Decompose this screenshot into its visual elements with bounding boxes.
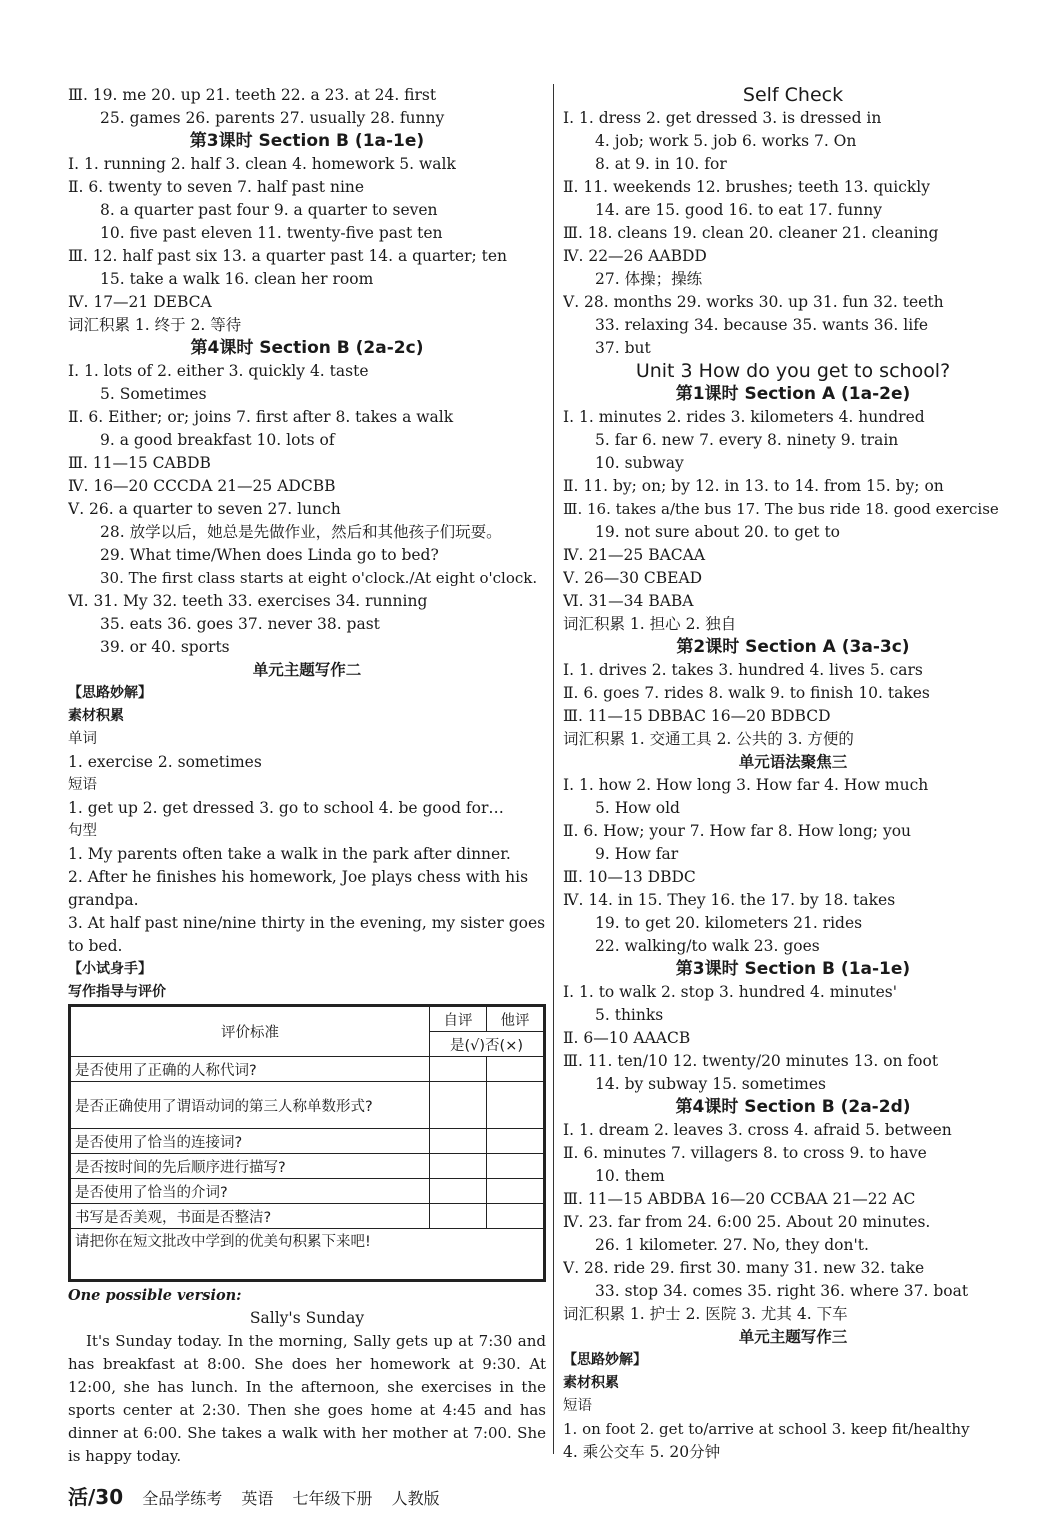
possible-version-label: One possible version: <box>68 1287 242 1304</box>
answer-line: Ⅱ. 6. Either; or; joins 7. first after 8. takes a walk <box>68 408 454 426</box>
answer-line: Ⅴ. 26. a quarter to seven 27. lunch <box>68 500 341 518</box>
answer-line: 28. 放学以后，她总是先做作业，然后和其他孩子们玩耍。 <box>100 523 502 541</box>
table-header-yesno: 是(√)否(×) <box>430 1032 544 1057</box>
answer-line: 1. on foot 2. get to/arrive at school 3. keep fit/healthy <box>563 1420 970 1438</box>
answer-line: Ⅱ. 6. goes 7. rides 8. walk 9. to finish 10. takes <box>563 684 930 702</box>
answer-line: Ⅰ. 1. minutes 2. rides 3. kilometers 4. hundred <box>563 408 925 426</box>
table-header-self: 自评 <box>430 1007 487 1032</box>
table-cell-empty[interactable] <box>430 1129 487 1154</box>
sentence-line: 3. At half past nine/nine thirty in the evening, my sister goes to bed. <box>68 914 546 955</box>
answer-line: 29. What time/When does Linda go to bed? <box>100 546 439 564</box>
answer-line: 4. job; work 5. job 6. works 7. On <box>595 132 857 150</box>
answer-line: Ⅳ. 14. in 15. They 16. the 17. by 18. takes <box>563 891 896 909</box>
answer-line: 37. but <box>595 339 651 357</box>
answer-line: Ⅳ. 16—20 CCCDA 21—25 ADCBB <box>68 477 336 495</box>
answer-line: 19. not sure about 20. to get to <box>595 523 841 541</box>
answer-line: Ⅰ. 1. to walk 2. stop 3. hundred 4. minutes' <box>563 983 898 1001</box>
answer-line: Ⅴ. 28. ride 29. first 30. many 31. new 32. take <box>563 1259 925 1277</box>
table-cell-empty[interactable] <box>430 1082 487 1129</box>
answer-line: Ⅰ. 1. dress 2. get dressed 3. is dressed in <box>563 109 882 127</box>
answer-line: Ⅵ. 31. My 32. teeth 33. exercises 34. running <box>68 592 428 610</box>
answer-line: 22. walking/to walk 23. goes <box>595 937 820 955</box>
answer-line: Ⅴ. 28. months 29. works 30. up 31. fun 32. teeth <box>563 293 944 311</box>
table-cell: 是否使用了恰当的介词? <box>71 1179 430 1204</box>
answer-line: Ⅰ. 1. lots of 2. either 3. quickly 4. taste <box>68 362 369 380</box>
tag-label: 素材积累 <box>563 1375 619 1391</box>
writing-heading: 单元主题写作二 <box>252 661 362 679</box>
page-footer <box>68 1481 454 1510</box>
tag-label: 【思路妙解】 <box>68 685 152 701</box>
answer-line: Ⅲ. 12. half past six 13. a quarter past 14. a quarter; ten <box>68 247 508 265</box>
answer-line: Ⅴ. 26—30 CBEAD <box>563 569 703 587</box>
answer-line: 33. stop 34. comes 35. right 36. where 37. boat <box>595 1282 969 1300</box>
tag-label: 【小试身手】 <box>68 961 152 977</box>
answer-line: Ⅲ. 11—15 ABDBA 16—20 CCBAA 21—22 AC <box>563 1190 916 1208</box>
answer-line: 10. subway <box>595 454 684 472</box>
answer-line: 10. five past eleven 11. twenty-five past ten <box>100 224 443 242</box>
table-header-criteria: 评价标准 <box>71 1007 430 1057</box>
answer-line: 8. a quarter past four 9. a quarter to seven <box>100 201 438 219</box>
evaluation-table <box>70 1006 544 1280</box>
answer-line: Ⅵ. 31—34 BABA <box>563 592 694 610</box>
table-cell: 书写是否美观，书面是否整洁? <box>71 1204 430 1229</box>
table-note-cell: 请把你在短文批改中学到的优美句积累下来吧! <box>71 1229 544 1280</box>
table-cell-empty[interactable] <box>487 1129 544 1154</box>
answer-line: Ⅳ. 23. far from 24. 6:00 25. About 20 minutes. <box>563 1213 931 1231</box>
section-heading: 第4课时 Section B (2a-2d) <box>675 1097 911 1117</box>
answer-line: 9. How far <box>595 845 679 863</box>
answer-line: 5. thinks <box>595 1006 664 1024</box>
answer-line: Ⅱ. 6—10 AAACB <box>563 1029 691 1047</box>
page-number: 活/30 <box>68 1485 124 1509</box>
tag-label: 【思路妙解】 <box>563 1352 647 1368</box>
answer-line: Ⅰ. 1. running 2. half 3. clean 4. homework 5. walk <box>68 155 456 173</box>
section-heading: 第3课时 Section B (1a-1e) <box>675 959 911 979</box>
answer-line: Ⅲ. 19. me 20. up 21. teeth 22. a 23. at 24. first <box>68 86 437 104</box>
answer-line: Ⅱ. 6. twenty to seven 7. half past nine <box>68 178 365 196</box>
answer-line: Ⅱ. 6. How; your 7. How far 8. How long; you <box>563 822 912 840</box>
answer-line: 14. by subway 15. sometimes <box>595 1075 826 1093</box>
answer-line: 8. at 9. in 10. for <box>595 155 727 173</box>
brand-name: 全品学练考 <box>142 1489 223 1508</box>
essay-title: Sally's Sunday <box>249 1309 365 1327</box>
answer-line: 15. take a walk 16. clean her room <box>100 270 374 288</box>
vocab-line: 词汇积累 1. 交通工具 2. 公共的 3. 方便的 <box>563 730 854 748</box>
essay-body: It's Sunday today. In the morning, Sally gets up at 7:30 and has breakfast at 8:00. She does her homework at 9:30. At 12:00, she has lunch. In the afternoon, she exercises in the sports center at 2:30. Then she goes home at 4:45 and has dinner at 6:00. She takes a walk with her mother at 7:00. She is happy today. <box>68 1332 546 1465</box>
answer-line: 35. eats 36. goes 37. never 38. past <box>100 615 380 633</box>
answer-line: Ⅲ. 11—15 CABDB <box>68 454 211 472</box>
sentence-line: 2. After he finishes his homework, Joe plays chess with his grandpa. <box>68 868 529 909</box>
answer-line: Ⅳ. 22—26 AABDD <box>563 247 707 265</box>
section-heading: 第4课时 Section B (2a-2c) <box>190 338 424 358</box>
right-column <box>563 84 1023 1464</box>
answer-line: Ⅲ. 11. ten/10 12. twenty/20 minutes 13. on foot <box>563 1052 939 1070</box>
category-label: 单词 <box>68 731 97 747</box>
answer-line: 4. 乘公交车 5. 20分钟 <box>563 1443 721 1461</box>
answer-line: Ⅲ. 18. cleans 19. clean 20. cleaner 21. cleaning <box>563 224 939 242</box>
answer-line: 9. a good breakfast 10. lots of <box>100 431 335 449</box>
vocab-line: 词汇积累 1. 担心 2. 独自 <box>563 615 737 633</box>
answer-line: Ⅳ. 17—21 DEBCA <box>68 293 212 311</box>
answer-line: Ⅳ. 21—25 BACAA <box>563 546 706 564</box>
answer-line: 1. get up 2. get dressed 3. go to school 4. be good for… <box>68 799 504 817</box>
answer-line: Ⅱ. 6. minutes 7. villagers 8. to cross 9. to have <box>563 1144 927 1162</box>
answer-line: 33. relaxing 34. because 35. wants 36. life <box>595 316 929 334</box>
section-heading: Self Check <box>742 84 844 106</box>
column-divider <box>553 84 554 1454</box>
subject-name: 英语 <box>241 1489 274 1508</box>
table-cell-empty[interactable] <box>487 1082 544 1129</box>
category-label: 短语 <box>68 777 97 793</box>
category-label: 句型 <box>68 823 97 839</box>
section-heading: 第1课时 Section A (1a-2e) <box>675 384 911 404</box>
answer-line: 14. are 15. good 16. to eat 17. funny <box>595 201 882 219</box>
table-cell-empty[interactable] <box>430 1179 487 1204</box>
answer-line: 39. or 40. sports <box>100 638 230 656</box>
answer-line: Ⅲ. 16. takes a/the bus 17. The bus ride 18. good exercise <box>563 500 999 518</box>
unit-heading: Unit 3 How do you get to school? <box>635 360 951 382</box>
category-label: 短语 <box>563 1398 592 1414</box>
table-cell-empty[interactable] <box>487 1057 544 1082</box>
answer-line: 27. 体操；操练 <box>595 270 703 288</box>
evaluation-table-frame <box>68 1004 546 1282</box>
answer-line: 10. them <box>595 1167 665 1185</box>
table-header-other: 他评 <box>487 1007 544 1032</box>
answer-line: Ⅱ. 11. weekends 12. brushes; teeth 13. quickly <box>563 178 930 196</box>
answer-line: Ⅱ. 11. by; on; by 12. in 13. to 14. from 15. by; on <box>563 477 944 495</box>
section-heading: 第3课时 Section B (1a-1e) <box>189 131 425 151</box>
answer-line: 19. to get 20. kilometers 21. rides <box>595 914 863 932</box>
table-cell: 是否按时间的先后顺序进行描写? <box>71 1154 430 1179</box>
grammar-heading: 单元语法聚焦三 <box>738 753 848 771</box>
table-cell-empty[interactable] <box>487 1154 544 1179</box>
table-cell-empty[interactable] <box>430 1204 487 1229</box>
answer-line: Ⅲ. 11—15 DBBAC 16—20 BDBCD <box>563 707 831 725</box>
writing-heading: 单元主题写作三 <box>738 1328 848 1346</box>
table-cell: 是否使用了正确的人称代词? <box>71 1057 430 1082</box>
table-cell: 是否使用了恰当的连接词? <box>71 1129 430 1154</box>
answer-line: 5. Sometimes <box>100 385 207 403</box>
table-cell-empty[interactable] <box>430 1057 487 1082</box>
answer-line: 1. exercise 2. sometimes <box>68 753 262 771</box>
answer-line: 5. far 6. new 7. every 8. ninety 9. train <box>595 431 899 449</box>
sentence-line: 1. My parents often take a walk in the park after dinner. <box>68 845 511 863</box>
answer-line: 30. The first class starts at eight o'clock./At eight o'clock. <box>100 569 538 587</box>
tag-label: 素材积累 <box>68 708 124 724</box>
table-cell-empty[interactable] <box>430 1154 487 1179</box>
edition-name: 人教版 <box>391 1489 440 1508</box>
table-cell: 是否正确使用了谓语动词的第三人称单数形式? <box>71 1082 430 1129</box>
answer-line: Ⅰ. 1. dream 2. leaves 3. cross 4. afraid 5. between <box>563 1121 952 1139</box>
section-heading: 第2课时 Section A (3a-3c) <box>676 637 910 657</box>
answer-line: Ⅲ. 10—13 DBDC <box>563 868 696 886</box>
answer-line: Ⅰ. 1. how 2. How long 3. How far 4. How much <box>563 776 929 794</box>
grade-name: 七年级下册 <box>292 1489 373 1508</box>
vocab-line: 词汇积累 1. 护士 2. 医院 3. 尤其 4. 下车 <box>563 1305 848 1323</box>
table-cell-empty[interactable] <box>487 1204 544 1229</box>
answer-line: 5. How old <box>595 799 680 817</box>
table-cell-empty[interactable] <box>487 1179 544 1204</box>
answer-line: 25. games 26. parents 27. usually 28. funny <box>100 109 445 127</box>
answer-line: 26. 1 kilometer. 27. No, they don't. <box>595 1236 869 1254</box>
tag-label: 写作指导与评价 <box>68 984 166 1000</box>
answer-line: Ⅰ. 1. drives 2. takes 3. hundred 4. lives 5. cars <box>563 661 923 679</box>
left-column <box>68 84 546 1468</box>
vocab-line: 词汇积累 1. 终于 2. 等待 <box>68 316 242 334</box>
